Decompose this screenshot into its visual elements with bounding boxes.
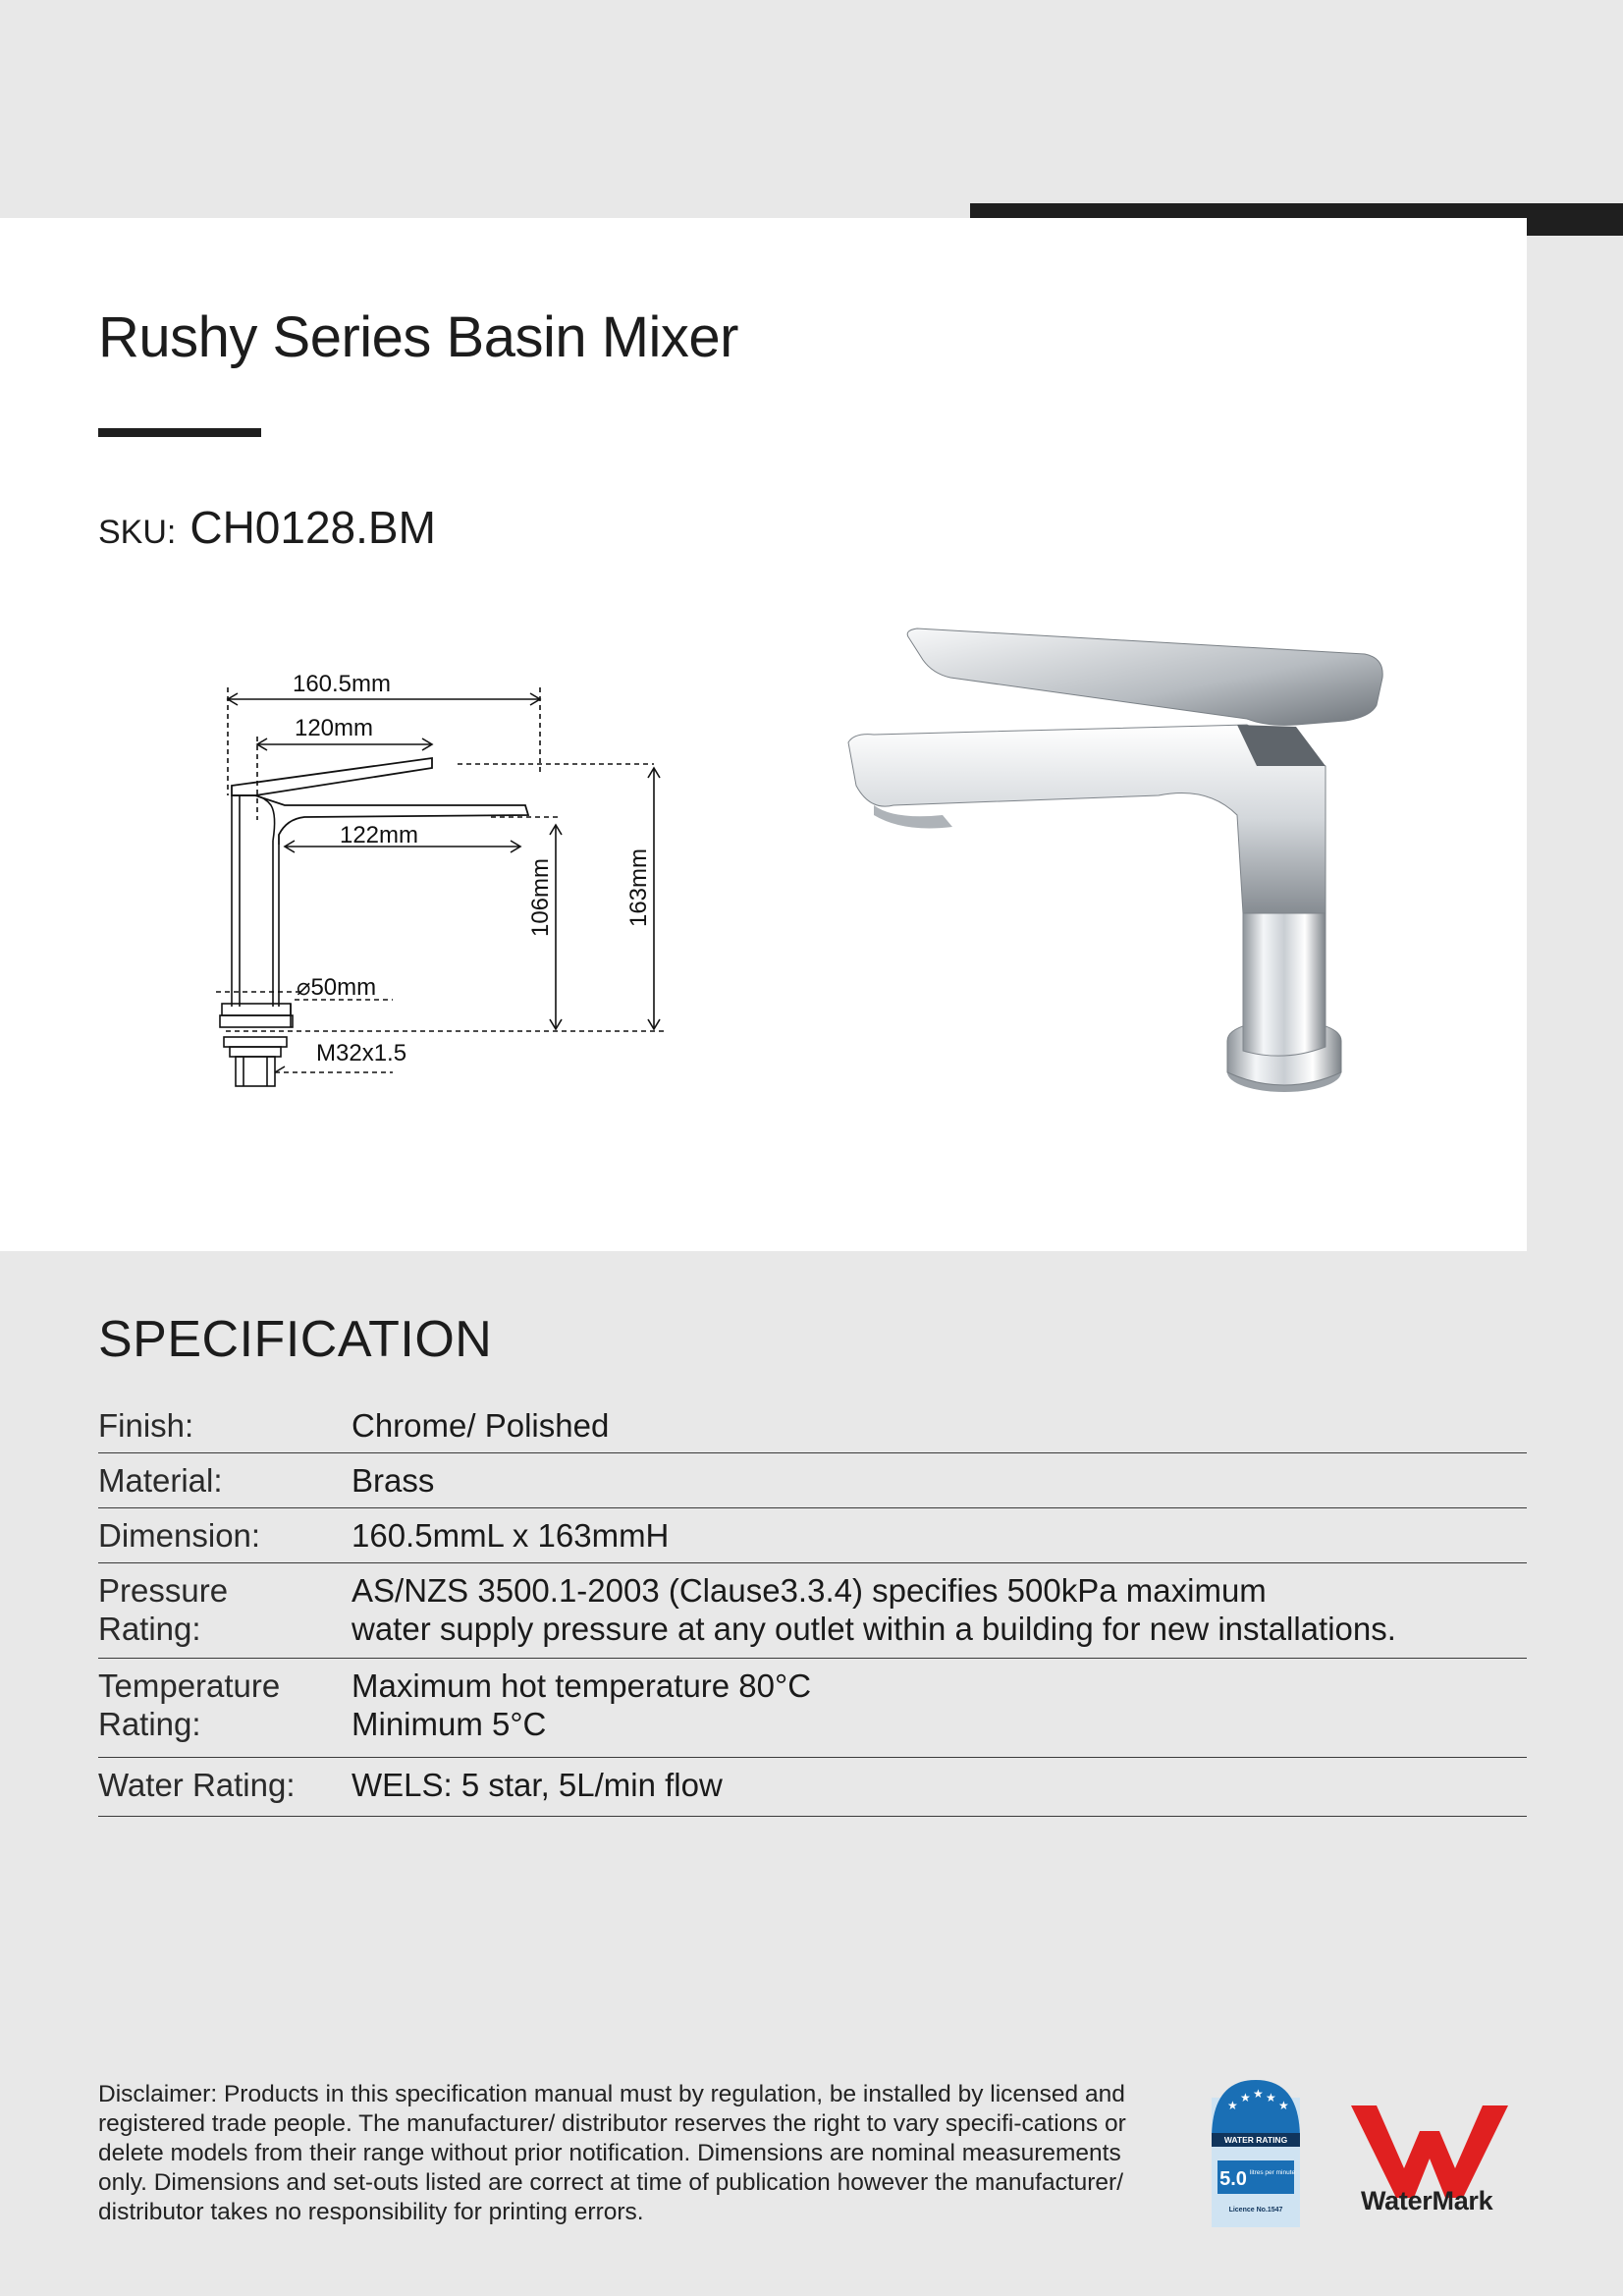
spec-row-pressure-rating [98, 1563, 1527, 1659]
spec-value [352, 1571, 1396, 1652]
spec-value-line: Minimum 5°C [352, 1706, 547, 1742]
svg-text:★: ★ [1266, 2091, 1276, 2105]
svg-text:★: ★ [1253, 2087, 1264, 2101]
spec-label: Finish: [98, 1407, 194, 1444]
spec-value-line: Maximum hot temperature 80°C [352, 1667, 812, 1704]
spec-value-line: Brass [352, 1462, 435, 1499]
sku-value: CH0128.BM [189, 502, 436, 553]
watermark-label: WaterMark [1361, 2186, 1493, 2215]
spec-value-line: WELS: 5 star, 5L/min flow [352, 1767, 723, 1803]
wels-rating-value: 5.0 [1219, 2168, 1247, 2190]
svg-text:★: ★ [1278, 2099, 1289, 2112]
dim-overall-length-label: 160.5mm [292, 671, 392, 697]
spec-label: Dimension: [98, 1517, 261, 1554]
specification-table [98, 1398, 1527, 1817]
wels-water-rating-badge [1212, 2080, 1300, 2227]
sku-label: SKU: [98, 514, 177, 551]
spec-value-line: water supply pressure at any outlet within a building for new installations. [352, 1611, 1396, 1647]
spec-label: Pressure Rating: [98, 1572, 229, 1647]
spec-row-dimension [98, 1508, 1527, 1563]
product-photo [835, 619, 1404, 1129]
spec-value [352, 1461, 434, 1502]
dim-base-diameter-label: ⌀50mm [297, 974, 377, 1001]
spec-row-finish [98, 1398, 1527, 1453]
spec-label: Material: [98, 1462, 223, 1499]
spec-value-line: 160.5mmL x 163mmH [352, 1517, 670, 1554]
product-title: Rushy Series Basin Mixer [98, 305, 738, 369]
spec-value-line: Chrome/ Polished [352, 1407, 610, 1444]
spec-label: Water Rating: [98, 1767, 296, 1803]
dim-thread-label: M32x1.5 [316, 1040, 407, 1066]
wels-title: WATER RATING [1223, 2135, 1288, 2145]
dim-spout-reach-label: 120mm [294, 715, 374, 741]
dimension-drawing [196, 648, 707, 1100]
disclaimer-text: Disclaimer: Products in this specification manual must by regulation, be installed by licensed and registered trade people. The manufacturer/ distributor reserves the right to vary specifi-cations or delete models from their range without prior notification. Dimensions are nominal measurements only. Dimensions and set-outs listed are correct at time of publication however the manufacturer/ distributor takes no responsibility for printing errors. [98, 2081, 1126, 2225]
sku-line [98, 501, 436, 554]
spec-value [352, 1406, 609, 1447]
wels-rating-unit: litres per minute [1249, 2169, 1296, 2176]
spec-value [352, 1516, 669, 1557]
svg-text:★: ★ [1227, 2099, 1238, 2112]
specification-heading: SPECIFICATION [98, 1311, 493, 1368]
spec-row-temperature-rating [98, 1659, 1527, 1758]
spec-label: Temperature Rating: [98, 1667, 281, 1742]
title-underline [98, 428, 261, 437]
spec-row-water-rating [98, 1758, 1527, 1817]
spec-value [352, 1766, 723, 1810]
dim-overall-height-label: 163mm [625, 847, 652, 928]
wels-licence: Licence No.1547 [1228, 2207, 1283, 2214]
dim-spout-height-label: 106mm [527, 857, 554, 938]
spec-value-line: AS/NZS 3500.1-2003 (Clause3.3.4) specifies 500kPa maximum [352, 1572, 1267, 1609]
svg-text:★: ★ [1240, 2091, 1251, 2105]
dim-spout-length-label: 122mm [339, 822, 419, 848]
spec-value [352, 1667, 811, 1751]
spec-row-material [98, 1453, 1527, 1508]
